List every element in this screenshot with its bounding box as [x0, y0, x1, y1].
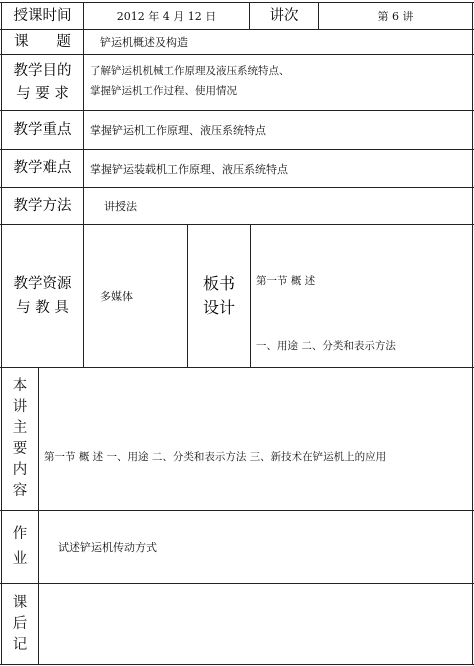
board-line: 一、用途 二、分类和表示方法 [256, 339, 396, 352]
resources-label-line2: 与 教 具 [16, 300, 69, 316]
label-char: 要 [12, 441, 28, 457]
topic-label: 课 题 [14, 33, 71, 50]
objectives-label [2, 55, 83, 110]
main-content-label [2, 368, 38, 510]
grid-line [38, 367, 39, 664]
label-char: 讲 [12, 399, 28, 415]
grid-line [0, 367, 474, 368]
label-char: 记 [12, 636, 28, 653]
session-label: 讲次 [269, 7, 299, 24]
difficulties-value: 掌握铲运装载机工作原理、液压系统特点 [90, 162, 288, 176]
session-value: 第 6 讲 [377, 10, 414, 23]
label-char: 作 [12, 526, 28, 542]
objectives-content [90, 62, 470, 108]
key-points-label: 教学重点 [13, 121, 72, 138]
label-char: 业 [12, 551, 28, 567]
objectives-line: 掌握铲运机工作过程、使用情况 [90, 84, 237, 97]
content-line: 第一节 概 述 一、用途 二、分类和表示方法 三、新技术在铲运机上的应用 [44, 451, 387, 463]
grid-line [472, 2, 473, 665]
board-design-content [256, 228, 470, 366]
method-value: 讲授法 [104, 200, 137, 213]
lesson-time-label: 授课时间 [13, 7, 72, 24]
method-label: 教学方法 [13, 197, 72, 214]
label-char: 内 [12, 462, 28, 478]
objectives-line: 了解铲运机机械工作原理及液压系统特点、 [90, 65, 290, 77]
label-char: 本 [12, 378, 28, 394]
grid-line [0, 664, 474, 665]
homework-value: 试述铲运机传动方式 [58, 541, 157, 554]
objectives-label-line2: 与 要 求 [16, 85, 69, 102]
resources-label-line1: 教学资源 [13, 275, 72, 292]
topic-value: 铲运机概述及构造 [100, 36, 188, 49]
board-design-label [188, 225, 250, 367]
objectives-label-line1: 教学目的 [13, 63, 72, 80]
key-points-value: 掌握铲运机工作原理、液压系统特点 [90, 124, 266, 137]
lesson-date-value: 2012 年 4 月 12 日 [116, 10, 217, 23]
grid-line [250, 224, 251, 367]
reflection-area [40, 584, 471, 664]
main-content-text [44, 392, 471, 472]
grid-line [83, 2, 84, 367]
board-design-label-line1: 板书 [202, 274, 235, 293]
resources-label [2, 225, 83, 367]
label-char: 主 [12, 420, 28, 436]
board-line: 第一节 概 述 [256, 275, 316, 287]
resources-value: 多媒体 [100, 290, 133, 303]
label-char: 容 [12, 483, 28, 499]
label-char: 课 [12, 594, 28, 611]
homework-label [2, 511, 38, 583]
difficulties-label: 教学难点 [13, 160, 72, 177]
reflection-label [2, 584, 38, 664]
label-char: 后 [12, 615, 28, 632]
board-design-label-line2: 设计 [202, 298, 235, 317]
